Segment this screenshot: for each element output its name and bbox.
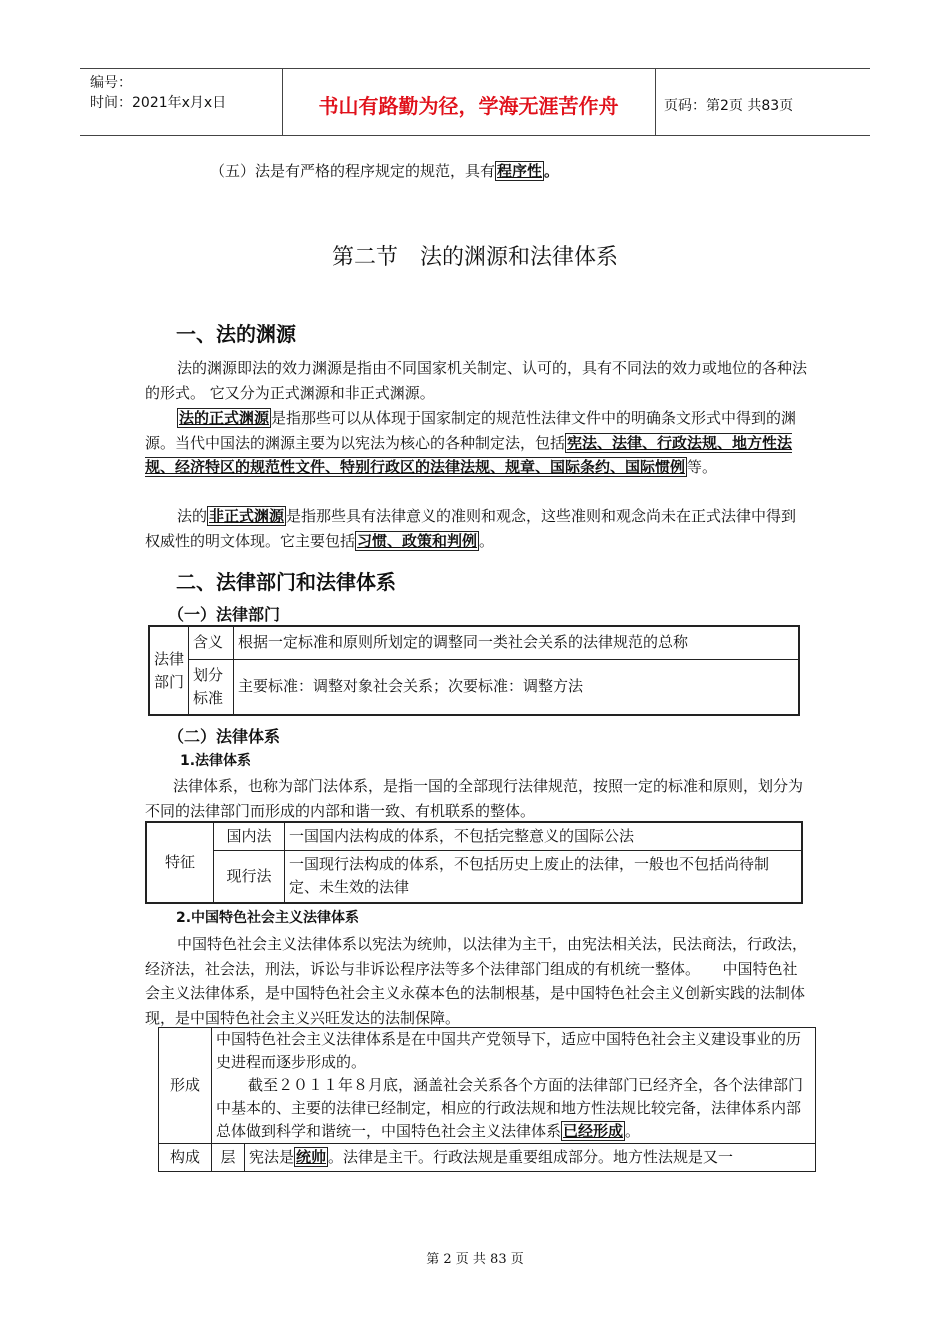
- subheading-legal-system-1: 1.法律体系: [180, 753, 252, 769]
- subheading-chinese-legal-system: 2.中国特色社会主义法律体系: [176, 910, 360, 926]
- header-time: 时间：2021年x月x日: [90, 95, 227, 111]
- paragraph-chinese-legal-system: 中国特色社会主义法律体系以宪法为统帅，以法律为主干，由宪法相关法，民法商法，行政法，经济法，社会法，刑法，诉讼与非诉讼程序法等多个法律部门组成的有机统一整体。 中国特色社会主义法律体系，是中国特色社会主义永葆本色的法制根基，是中国特色社会主义创新实践的法制体现，是中国特色社会主义兴旺发达的法制保障。: [145, 935, 808, 1027]
- header-motto: 书山有路勤为径，学海无涯苦作舟: [318, 94, 619, 118]
- table-value-cell: 主要标准：调整对象社会关系；次要标准：调整方法: [234, 659, 800, 715]
- table-legal-system-features: [145, 821, 803, 904]
- table-label-cell: 国内法: [214, 822, 285, 851]
- table-head-cell: 特征: [146, 822, 214, 903]
- table-value-cell: 根据一定标准和原则所划定的调整同一类社会关系的法律规范的总称: [234, 626, 800, 659]
- table-label-cell: 划分标准: [189, 659, 234, 715]
- paragraph-informal-sources: 法的 非正式渊源 是指那些具有法律意义的准则和观念，这些准则和观念尚未在正式法律中得到权威性的明文体现。它主要包括 习惯、政策和判例 。: [145, 507, 797, 550]
- header-bottom-rule: [80, 135, 870, 136]
- subheading-legal-system: （二）法律体系: [168, 727, 281, 746]
- section-title: 第二节 法的渊源和法律体系: [331, 245, 618, 270]
- table-law-department: [148, 625, 800, 716]
- table-value-cell: 一国现行法构成的体系，不包括历史上废止的法律，一般也不包括尚待制定、未生效的法律: [285, 851, 803, 903]
- table-chinese-legal-system: [158, 1027, 816, 1172]
- table-sub-label-cell: 层: [212, 1144, 245, 1172]
- intro-line: （五）法是有严格的程序规定的规范，具有 程序性 。: [210, 162, 560, 180]
- table-label-cell: 含义: [189, 626, 234, 659]
- table-value-cell: 宪法是 统帅 。法律是主干。行政法规是重要组成部分。地方性法规是又一: [245, 1144, 816, 1172]
- heading-law-departments: 二、法律部门和法律体系: [176, 570, 396, 594]
- table-label-cell: 现行法: [214, 851, 285, 903]
- table-cell-paragraph: 截至２０１１年８月底，涵盖社会关系各个方面的法律部门已经齐全，各个法律部门中基本的、主要的法律已经制定，相应的行政法规和地方性法规比较完备，法律体系内部总体做到科学和谐统一，中国特色社会主义法律体系 已经形成 。: [216, 1076, 804, 1140]
- header-top-rule: [80, 68, 870, 69]
- table-label-cell: 构成: [159, 1144, 212, 1172]
- paragraph-sources-definition: 法的渊源即法的效力渊源是指由不同国家机关制定、认可的，具有不同法的效力或地位的各种法的形式。 它又分为正式渊源和非正式渊源。: [145, 359, 808, 402]
- table-value-cell: 一国国内法构成的体系，不包括完整意义的国际公法: [285, 822, 803, 851]
- table-cell-paragraph: 中国特色社会主义法律体系是在中国共产党领导下，适应中国特色社会主义建设事业的历史进程而逐步形成的。: [216, 1030, 802, 1071]
- table-head-cell: 法律部门: [149, 626, 189, 715]
- heading-sources: 一、法的渊源: [176, 322, 296, 346]
- paragraph-formal-sources: 法的正式渊源 是指那些可以从体现于国家制定的规范性法律文件中的明确条文形式中得到的渊源。当代中国法的渊源主要为以宪法为核心的各种制定法，包括 宪法、法律、行政法规、地方性法规、经济特区的规范性文件、特别行政区的法律法规、规章、国际条约、国际惯例 等。: [145, 409, 797, 476]
- table-label-cell: 形成: [159, 1028, 212, 1144]
- header-number: 编号：: [90, 75, 132, 91]
- table-value-cell: [212, 1028, 816, 1144]
- header-divider: [655, 68, 656, 135]
- subheading-law-departments: （一）法律部门: [168, 605, 281, 624]
- page-footer: 第 2 页 共 83 页: [426, 1252, 524, 1267]
- paragraph-legal-system: 法律体系，也称为部门法体系，是指一国的全部现行法律规范，按照一定的标准和原则，划分为不同的法律部门而形成的内部和谐一致、有机联系的整体。: [145, 777, 804, 820]
- header-page-info: 页码：第2页 共83页: [664, 98, 794, 114]
